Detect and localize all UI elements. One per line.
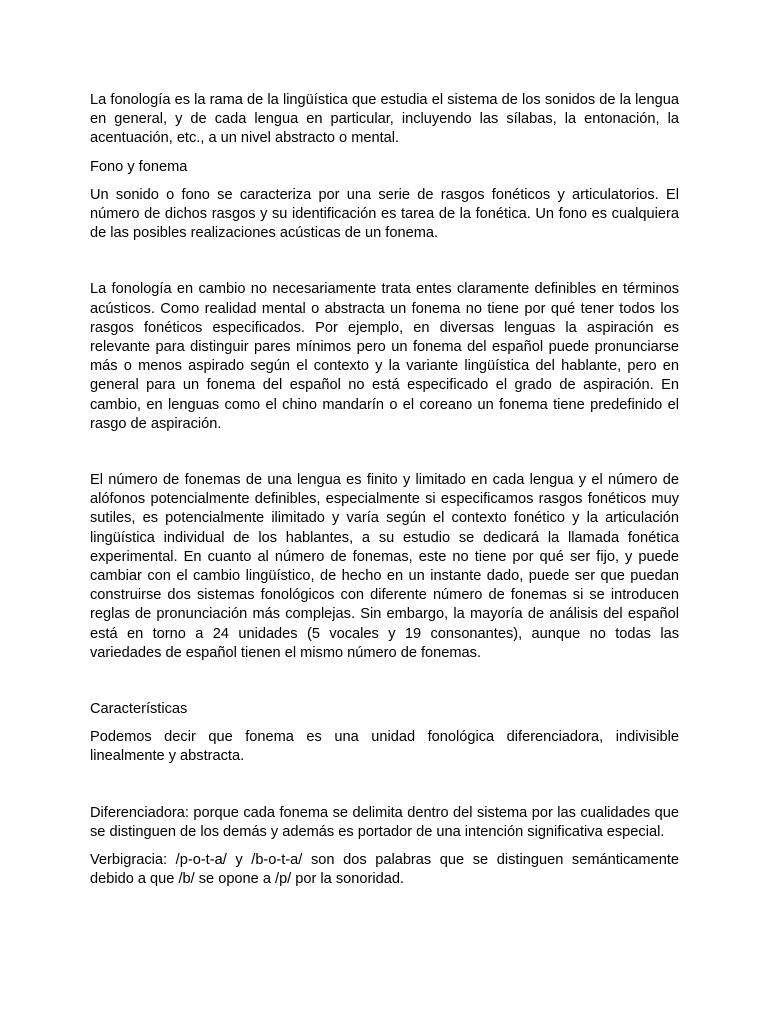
document-page <box>90 91 679 890</box>
section-heading-caracteristicas: Características <box>90 701 188 718</box>
paragraph-fono: Un sonido o fono se caracteriza por una serie de rasgos fonéticos y articulatorios. El número de dichos rasgos y su identificación es tarea de la fonética. Un fono es cualquiera de las posibles realizaciones acústicas de un fonema. <box>90 186 679 242</box>
paragraph-numero-fonemas: El número de fonemas de una lengua es finito y limitado en cada lengua y el número de alófonos potencialmente definibles, especialmente si especificamos rasgos fonéticos muy sutiles, es potencialmente ilimitado y varía según el contexto fonético y la articulación lingüística individual de los hablantes, a su estudio se dedicará la llamada fonética experimental. En cuanto al número de fonemas, este no tiene por qué ser fijo, y puede cambiar con el cambio lingüístico, de hecho en un instante dado, puede ser que puedan construirse dos sistemas fonológicos con diferente número de fonemas si se introducen reglas de pronunciación más complejas. Sin embargo, la mayoría de análisis del español está en torno a 24 unidades (5 vocales y 19 consonantes), aunque no todas las variedades de español tienen el mismo número de fonemas. <box>90 472 679 661</box>
paragraph-fonologia-cambio: La fonología en cambio no necesariamente trata entes claramente definibles en términos acústicos. Como realidad mental o abstracta un fonema no tiene por qué tener todos los rasgos fonéticos especificados. Por ejemplo, en diversas lenguas la aspiración es relevante para distinguir pares mínimos pero un fonema del español puede pronunciarse más o menos aspirado según el contexto y la variante lingüística del hablante, pero en general para un fonema del español no está especificado el grado de aspiración. En cambio, en lenguas como el chino mandarín o el coreano un fonema tiene predefinido el rasgo de aspiración. <box>90 281 679 432</box>
paragraph-intro: La fonología es la rama de la lingüística que estudia el sistema de los sonidos de la lengua en general, y de cada lengua en particular, incluyendo las sílabas, la entonación, la acentuación, etc., a un nivel abstracto o mental. <box>90 92 679 147</box>
paragraph-diferenciadora: Diferenciadora: porque cada fonema se delimita dentro del sistema por las cualidades que se distinguen de los demás y además es portador de una intención significativa especial. <box>90 804 679 840</box>
paragraph-verbigracia: Verbigracia: /p-o-t-a/ y /b-o-t-a/ son dos palabras que se distinguen semánticamente debido a que /b/ se opone a /p/ por la sonoridad. <box>90 852 679 888</box>
section-heading-fono-fonema: Fono y fonema <box>90 158 188 175</box>
paragraph-definicion: Podemos decir que fonema es una unidad fonológica diferenciadora, indivisible linealmente y abstracta. <box>90 729 679 765</box>
